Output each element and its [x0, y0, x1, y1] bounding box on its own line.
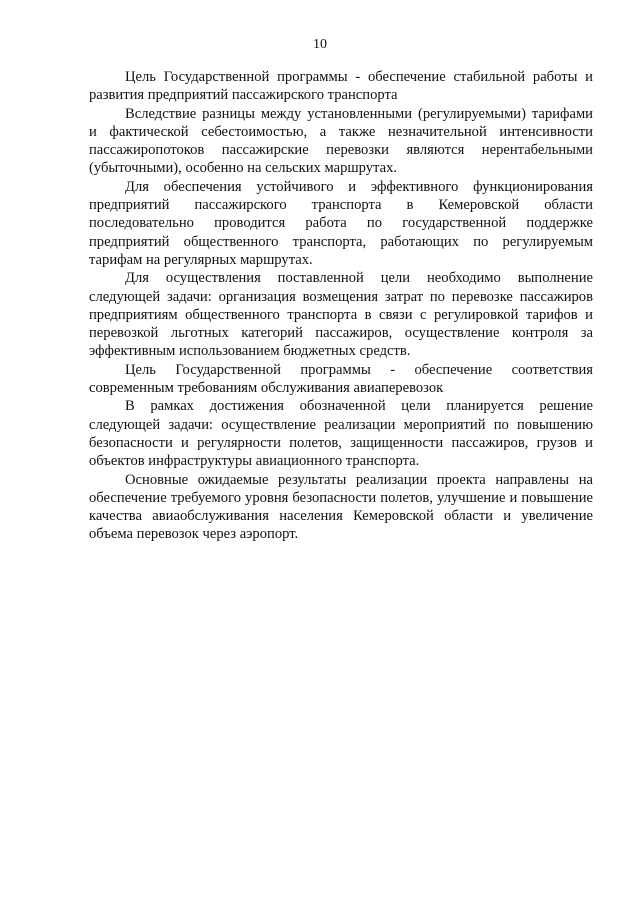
- paragraph-expected-results: Основные ожидаемые результаты реализации проекта направлены на обеспечение требуемого уровня безопасности полетов, улучшение и повышение качества авиаобслуживания населения Кемеровской области и увеличение объема перевозок через аэропорт.: [89, 471, 593, 543]
- page-number: 10: [313, 37, 327, 52]
- paragraph-tariff-difference: Вследствие разницы между установленными (регулируемыми) тарифами и фактической себестоимостью, а также незначительной интенсивности пассажиропотоков пассажирские перевозки являются нерентабельными (убыточными), особенно на сельских маршрутах.: [89, 105, 593, 177]
- paragraph-air-transport-goal: Цель Государственной программы - обеспечение соответствия современным требованиям обслуживания авиаперевозок: [89, 361, 593, 397]
- paragraph-task-flight-safety: В рамках достижения обозначенной цели планируется решение следующей задачи: осуществление реализации мероприятий по повышению безопасности и регулярности полетов, защищенности пассажиров, грузов и объектов инфраструктуры авиационного транспорта.: [89, 398, 593, 470]
- paragraph-state-support: Для обеспечения устойчивого и эффективного функционирования предприятий пассажирского транспорта в Кемеровской области последовательно проводится работа по государственной поддержке предприятий общественного транспорта, работающих по регулируемым тарифам на регулярных маршрутах.: [89, 178, 593, 268]
- paragraph-passenger-transport-goal: Цель Государственной программы - обеспечение стабильной работы и развития предприятий пассажирского транспорта: [89, 69, 593, 104]
- paragraph-task-cost-compensation: Для осуществления поставленной цели необходимо выполнение следующей задачи: организация возмещения затрат по перевозке пассажиров предприятиям общественного транспорта в связи с регулировкой тарифов и перевозкой льготных категорий пассажиров, осуществление контроля за эффективным использованием бюджетных средств.: [89, 270, 593, 360]
- document-body: [89, 68, 593, 544]
